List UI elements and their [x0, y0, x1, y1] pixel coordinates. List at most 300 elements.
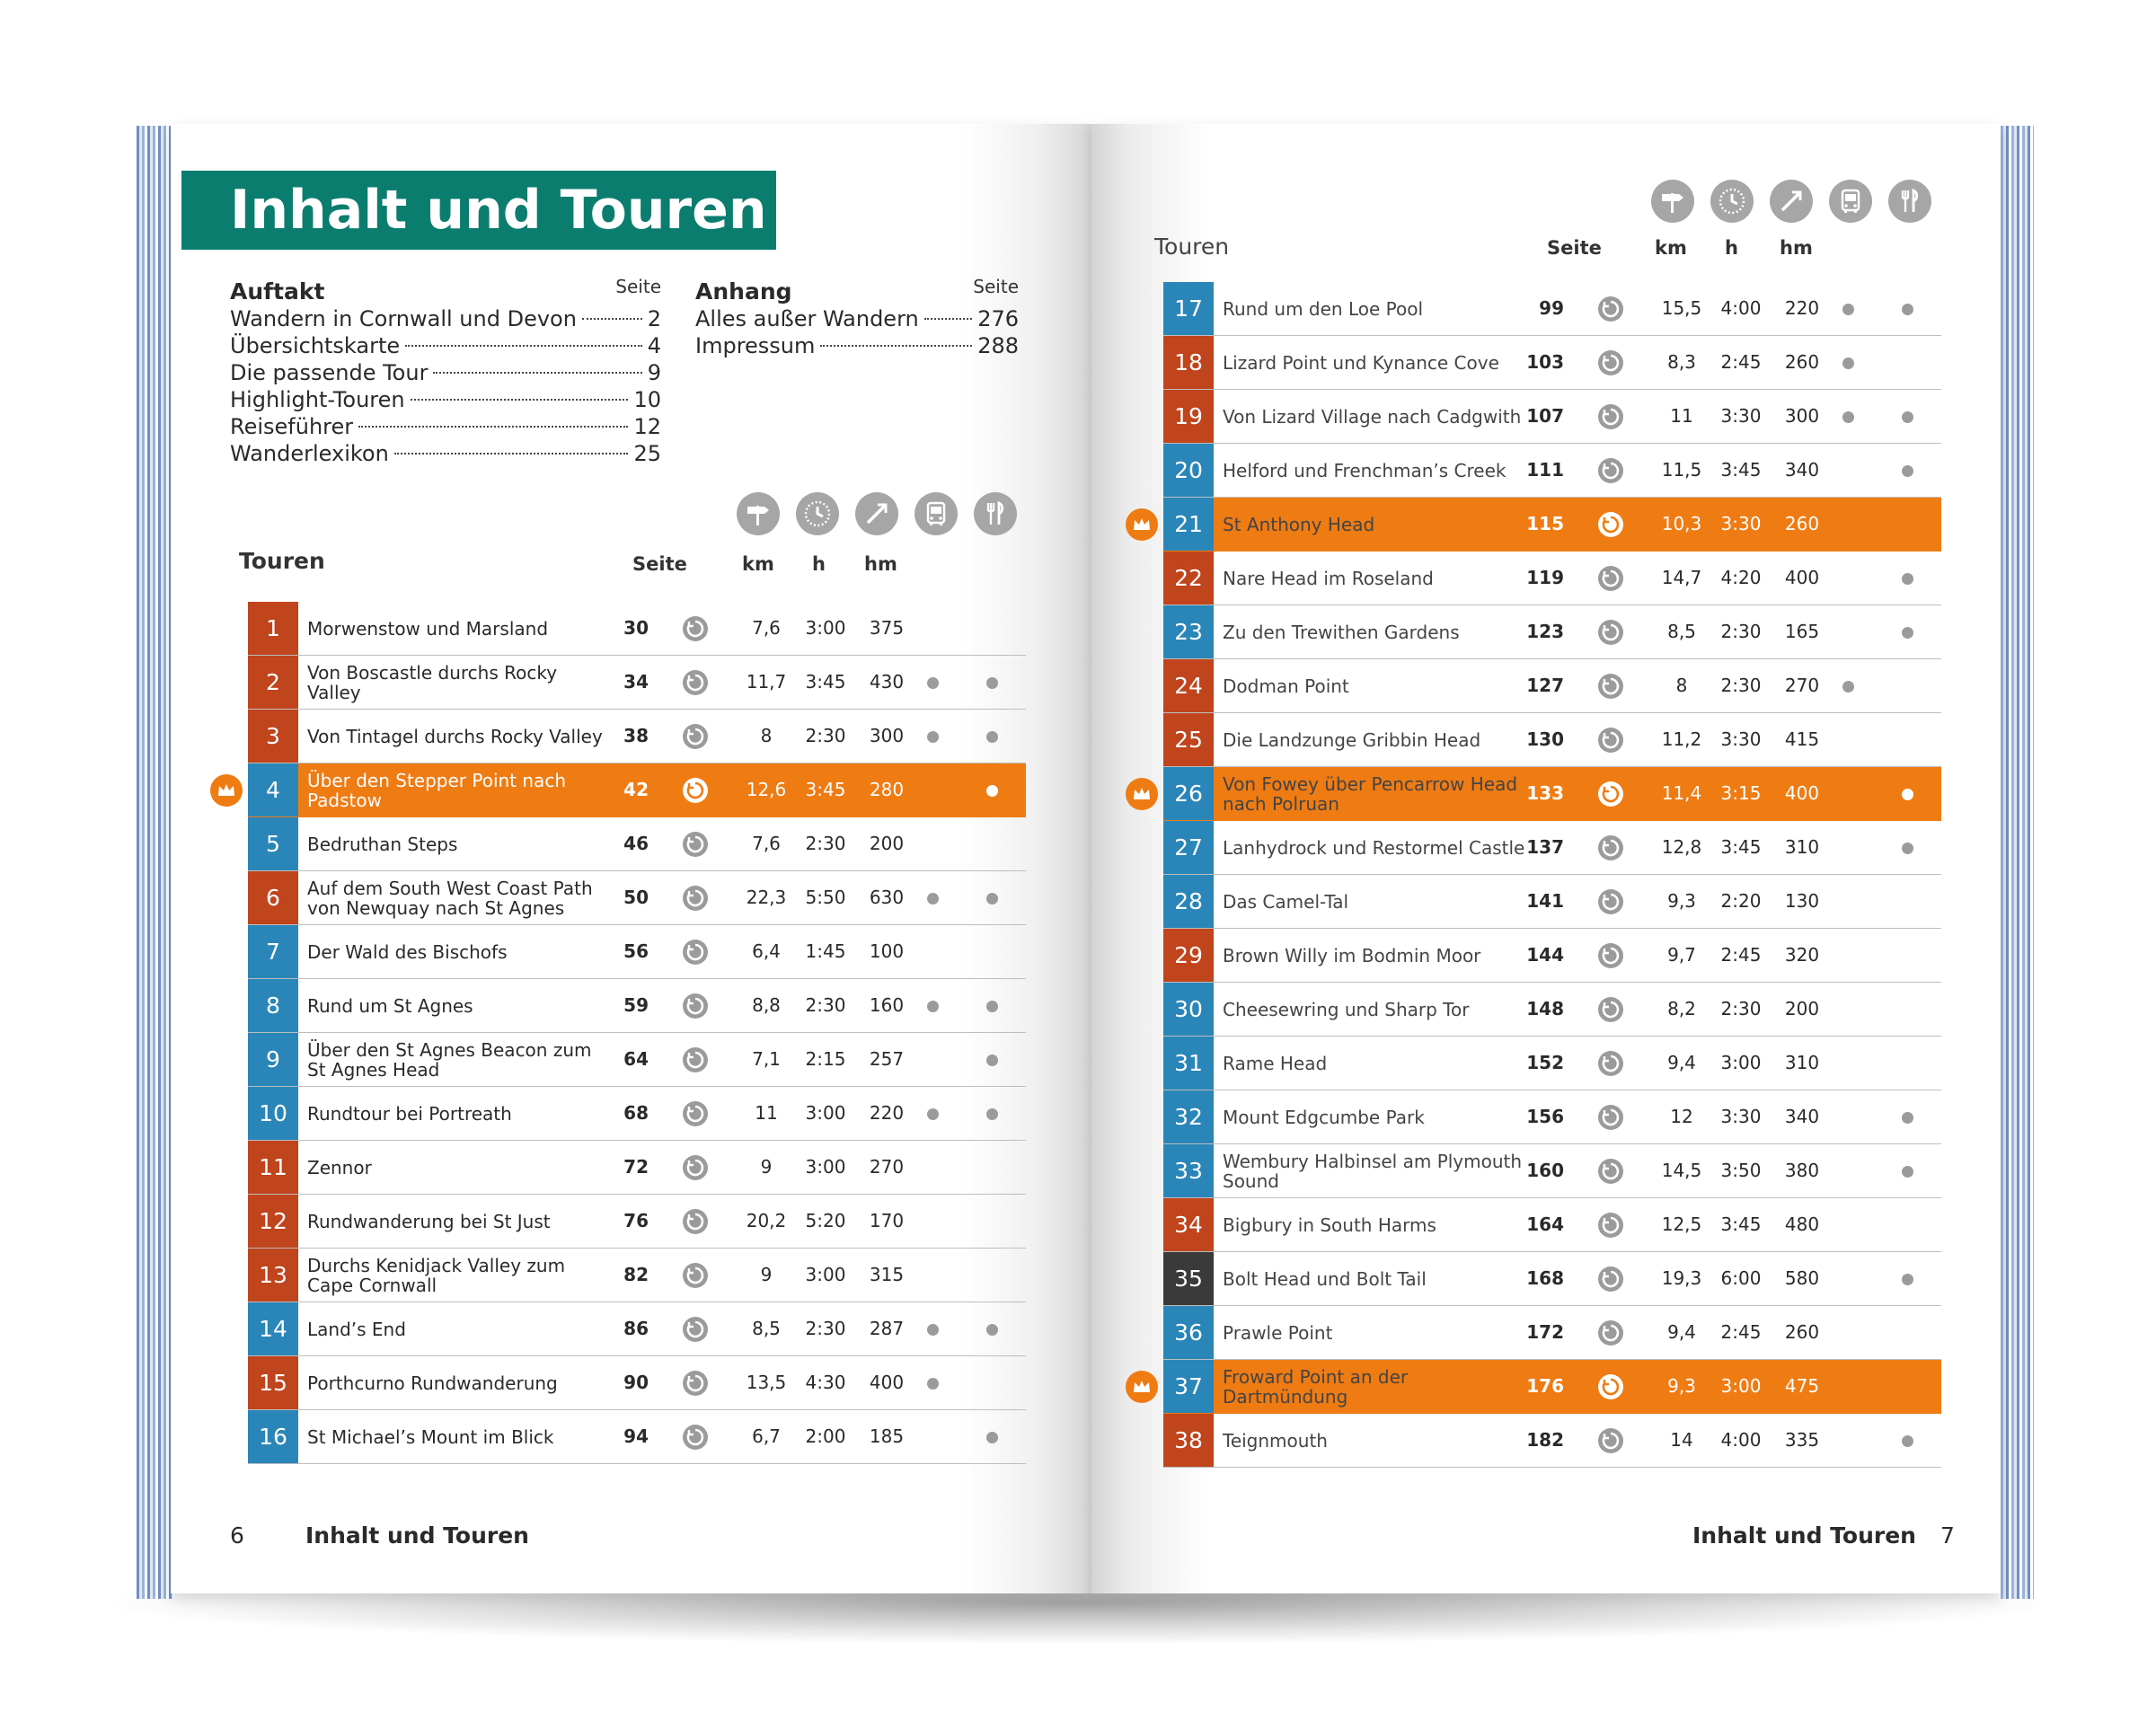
touren-label-right: Touren [1154, 234, 1230, 260]
tour-row[interactable] [248, 763, 1026, 817]
tour-name: Mount Edgcumbe Park [1223, 1106, 1425, 1128]
tour-km: 22,3 [746, 887, 787, 908]
highlight-crown-icon [1126, 1371, 1158, 1403]
tour-ascent: 257 [869, 1048, 905, 1070]
page-title-banner: Inhalt und Touren [181, 171, 776, 250]
leader-dots [394, 453, 629, 454]
tour-ascent: 415 [1784, 728, 1820, 750]
index-entry-label: Reiseführer [230, 414, 354, 439]
tour-name: Dodman Point [1223, 675, 1349, 697]
difficulty-icon [1598, 781, 1623, 807]
leader-dots [924, 318, 972, 320]
col-seite-left: Seite [632, 553, 687, 575]
tour-ascent: 580 [1784, 1267, 1820, 1289]
tour-name: Zennor [307, 1156, 372, 1178]
tour-ascent: 335 [1784, 1429, 1820, 1451]
col-km-left: km [742, 553, 774, 575]
page-number-left: 6 [230, 1522, 244, 1549]
tour-km: 10,3 [1661, 513, 1702, 534]
tour-number: 7 [248, 925, 298, 978]
tour-name: Die Landzunge Gribbin Head [1223, 728, 1481, 751]
difficulty-icon [1598, 1320, 1623, 1346]
tour-hours: 3:45 [1720, 836, 1762, 858]
tour-row[interactable] [1163, 1144, 1941, 1198]
difficulty-icon [1598, 1266, 1623, 1292]
difficulty-icon [683, 1371, 708, 1396]
tour-page: 137 [1526, 836, 1564, 858]
tour-name: Rund um den Loe Pool [1223, 297, 1424, 320]
tour-ascent: 170 [869, 1210, 905, 1231]
tour-row[interactable] [1163, 498, 1941, 552]
anhang-entry [695, 332, 1019, 359]
tour-row[interactable] [248, 1195, 1026, 1249]
tour-hours: 3:00 [1720, 1375, 1762, 1397]
difficulty-icon [1598, 404, 1623, 429]
tour-km: 9,4 [1667, 1052, 1696, 1073]
tour-number: 31 [1163, 1037, 1214, 1090]
tour-row[interactable] [1163, 821, 1941, 875]
tour-ascent: 300 [1784, 405, 1820, 427]
tour-page: 119 [1526, 567, 1564, 588]
tour-table-right [1163, 282, 1941, 1468]
tour-number: 18 [1163, 336, 1214, 389]
tour-hours: 3:15 [1720, 782, 1762, 804]
tour-row[interactable] [1163, 875, 1941, 929]
tour-hours: 3:45 [1720, 459, 1762, 481]
tour-hours: 3:50 [1720, 1160, 1762, 1181]
tour-hours: 2:30 [805, 725, 846, 746]
difficulty-icon [683, 1263, 708, 1288]
food-dot [986, 731, 998, 743]
tour-hours: 3:45 [1720, 1213, 1762, 1235]
difficulty-icon [1598, 1374, 1623, 1399]
tour-ascent: 400 [1784, 782, 1820, 804]
column-icons-left [737, 492, 1017, 535]
auftakt-index [230, 278, 661, 467]
tour-row[interactable] [1163, 552, 1941, 605]
signpost-icon [1651, 180, 1694, 223]
tour-page: 144 [1526, 944, 1564, 966]
tour-name: Brown Willy im Bodmin Moor [1223, 944, 1481, 966]
tour-page: 130 [1526, 728, 1564, 750]
tour-row[interactable] [248, 871, 1026, 925]
tour-page: 82 [623, 1264, 649, 1285]
ascent-icon [1770, 180, 1813, 223]
food-dot [1902, 465, 1913, 477]
tour-km: 19,3 [1661, 1267, 1702, 1289]
bus-dot [927, 1324, 939, 1336]
tour-name: Lanhydrock und Restormel Castle [1223, 836, 1525, 859]
tour-km: 9,7 [1667, 944, 1696, 966]
bus-dot [927, 893, 939, 905]
tour-hours: 2:45 [1720, 944, 1762, 966]
tour-name: Rundwanderung bei St Just [307, 1210, 551, 1232]
tour-km: 8 [760, 725, 773, 746]
tour-number: 4 [248, 763, 298, 816]
tour-ascent: 260 [1784, 513, 1820, 534]
food-dot [1902, 627, 1913, 639]
tour-number: 12 [248, 1195, 298, 1248]
tour-row[interactable] [1163, 282, 1941, 336]
tour-number: 14 [248, 1302, 298, 1355]
tour-ascent: 320 [1784, 944, 1820, 966]
tour-ascent: 340 [1784, 1106, 1820, 1127]
tour-km: 8,8 [752, 994, 781, 1016]
tour-ascent: 287 [869, 1318, 905, 1339]
tour-row[interactable] [248, 656, 1026, 710]
auftakt-title: Auftakt [230, 278, 325, 304]
tour-row[interactable] [248, 979, 1026, 1033]
tour-page: 133 [1526, 782, 1564, 804]
tour-hours: 2:30 [805, 994, 846, 1016]
tour-row[interactable] [1163, 1414, 1941, 1468]
leader-dots [433, 372, 641, 374]
tour-row[interactable] [1163, 1252, 1941, 1306]
food-dot [986, 1324, 998, 1336]
food-dot [1902, 1435, 1913, 1447]
leader-dots [411, 399, 629, 401]
tour-row[interactable] [248, 1302, 1026, 1356]
index-entry-label: Wandern in Cornwall und Devon [230, 306, 577, 331]
tour-page: 59 [623, 994, 649, 1016]
col-h-right: h [1725, 237, 1738, 259]
difficulty-icon [683, 1155, 708, 1180]
touren-label-left: Touren [239, 548, 325, 574]
leader-dots [582, 318, 642, 320]
auftakt-entry [230, 413, 661, 440]
tour-page: 176 [1526, 1375, 1564, 1397]
tour-page: 115 [1526, 513, 1564, 534]
tour-km: 14,5 [1661, 1160, 1702, 1181]
tour-number: 2 [248, 656, 298, 709]
tour-page: 76 [623, 1210, 649, 1231]
tour-number: 21 [1163, 498, 1214, 551]
tour-page: 34 [623, 671, 649, 693]
index-entry-label: Wanderlexikon [230, 441, 389, 466]
tour-name: Froward Point an der Dartmündung [1223, 1365, 1409, 1408]
tour-ascent: 270 [1784, 675, 1820, 696]
tour-hours: 2:15 [805, 1048, 846, 1070]
difficulty-icon [1598, 350, 1623, 375]
col-hm-right: hm [1780, 237, 1813, 259]
tour-row[interactable] [1163, 1198, 1941, 1252]
tour-km: 7,6 [752, 617, 781, 639]
tour-km: 14,7 [1661, 567, 1702, 588]
tour-km: 12,6 [746, 779, 787, 800]
food-dot [986, 677, 998, 689]
tour-km: 7,1 [752, 1048, 781, 1070]
tour-name: St Michael’s Mount im Blick [307, 1425, 554, 1448]
index-entry-label: Highlight-Touren [230, 387, 405, 412]
tour-km: 8,5 [1667, 621, 1696, 642]
food-dot [986, 1055, 998, 1066]
highlight-crown-icon [210, 774, 243, 807]
tour-ascent: 310 [1784, 1052, 1820, 1073]
tour-number: 26 [1163, 767, 1214, 820]
tour-hours: 3:30 [1720, 405, 1762, 427]
tour-row[interactable] [1163, 713, 1941, 767]
tour-name: Von Fowey über Pencarrow Head nach Polruan [1223, 772, 1518, 815]
tour-name: Lizard Point und Kynance Cove [1223, 351, 1499, 374]
difficulty-icon [1598, 1428, 1623, 1453]
tour-page: 141 [1526, 890, 1564, 912]
food-dot [1902, 1112, 1913, 1124]
tour-number: 17 [1163, 282, 1214, 335]
tour-row[interactable] [248, 817, 1026, 871]
difficulty-icon [1598, 620, 1623, 645]
tour-ascent: 165 [1784, 621, 1820, 642]
tour-km: 14 [1670, 1429, 1693, 1451]
tour-page: 127 [1526, 675, 1564, 696]
tour-hours: 3:00 [1720, 1052, 1762, 1073]
tour-row[interactable] [1163, 336, 1941, 390]
index-entry-label: Übersichtskarte [230, 333, 401, 358]
tour-km: 9,3 [1667, 890, 1696, 912]
bus-dot [927, 731, 939, 743]
tour-ascent: 430 [869, 671, 905, 693]
tour-number: 34 [1163, 1198, 1214, 1251]
page-edges-right [1998, 126, 2034, 1599]
index-entry-page: 25 [633, 441, 661, 466]
tour-name: Auf dem South West Coast Path von Newquay nach St Agnes [307, 877, 593, 919]
tour-name: Der Wald des Bischofs [307, 940, 508, 963]
tour-ascent: 130 [1784, 890, 1820, 912]
tour-page: 50 [623, 887, 649, 908]
tour-ascent: 200 [1784, 998, 1820, 1019]
highlight-crown-icon [1126, 778, 1158, 810]
tour-km: 11,7 [746, 671, 787, 693]
tour-row[interactable] [248, 1087, 1026, 1141]
signpost-icon [737, 492, 780, 535]
tour-name: Nare Head im Roseland [1223, 567, 1434, 589]
food-dot [1902, 789, 1913, 800]
tour-hours: 3:30 [1720, 728, 1762, 750]
tour-km: 7,6 [752, 833, 781, 854]
food-dot [1902, 411, 1913, 423]
tour-page: 164 [1526, 1213, 1564, 1235]
tour-ascent: 260 [1784, 1321, 1820, 1343]
tour-name: Zu den Trewithen Gardens [1223, 621, 1460, 643]
food-dot [986, 785, 998, 797]
tour-table-left [248, 602, 1026, 1464]
tour-hours: 3:30 [1720, 513, 1762, 534]
tour-page: 94 [623, 1425, 649, 1447]
tour-ascent: 380 [1784, 1160, 1820, 1181]
tour-number: 32 [1163, 1090, 1214, 1143]
tour-ascent: 280 [869, 779, 905, 800]
tour-number: 33 [1163, 1144, 1214, 1197]
tour-number: 11 [248, 1141, 298, 1194]
tour-number: 28 [1163, 875, 1214, 928]
tour-name: Rund um St Agnes [307, 994, 473, 1017]
tour-row[interactable] [1163, 390, 1941, 444]
difficulty-icon [683, 670, 708, 695]
tour-page: 56 [623, 940, 649, 962]
tour-hours: 2:45 [1720, 351, 1762, 373]
tour-page: 123 [1526, 621, 1564, 642]
tour-number: 13 [248, 1249, 298, 1302]
auftakt-entry [230, 305, 661, 332]
tour-name: Von Boscastle durchs Rocky Valley [307, 661, 558, 703]
bus-dot [1842, 357, 1854, 369]
tour-number: 16 [248, 1410, 298, 1463]
tour-page: 90 [623, 1372, 649, 1393]
tour-hours: 3:00 [805, 617, 846, 639]
tour-row[interactable] [248, 1033, 1026, 1087]
difficulty-icon [683, 778, 708, 803]
page-number-right: 7 [1940, 1522, 1955, 1549]
difficulty-icon [683, 1047, 708, 1072]
highlight-crown-icon [1126, 508, 1158, 541]
tour-number: 36 [1163, 1306, 1214, 1359]
tour-page: 182 [1526, 1429, 1564, 1451]
food-dot [986, 893, 998, 905]
tour-row[interactable] [1163, 1037, 1941, 1090]
tour-row[interactable] [248, 1249, 1026, 1302]
tour-ascent: 375 [869, 617, 905, 639]
tour-ascent: 480 [1784, 1213, 1820, 1235]
page-edges-left [137, 126, 172, 1599]
tour-hours: 3:45 [805, 779, 846, 800]
tour-hours: 5:50 [805, 887, 846, 908]
bus-dot [1842, 681, 1854, 693]
difficulty-icon [1598, 674, 1623, 699]
tour-km: 9,4 [1667, 1321, 1696, 1343]
tour-name: Teignmouth [1223, 1429, 1328, 1452]
tour-row[interactable] [248, 1141, 1026, 1195]
column-icons-right [1651, 180, 1931, 223]
difficulty-icon [1598, 296, 1623, 322]
tour-name: Cheesewring und Sharp Tor [1223, 998, 1470, 1020]
tour-page: 68 [623, 1102, 649, 1124]
tour-number: 25 [1163, 713, 1214, 766]
difficulty-icon [683, 993, 708, 1019]
tour-number: 6 [248, 871, 298, 924]
tour-hours: 4:00 [1720, 1429, 1762, 1451]
difficulty-icon [683, 886, 708, 911]
food-dot [1902, 1274, 1913, 1285]
tour-page: 72 [623, 1156, 649, 1178]
leader-dots [358, 426, 628, 428]
tour-number: 29 [1163, 929, 1214, 982]
anhang-index [695, 278, 1019, 359]
tour-row[interactable] [1163, 929, 1941, 983]
bus-dot [927, 1001, 939, 1012]
tour-row[interactable] [1163, 659, 1941, 713]
bus-dot [927, 1378, 939, 1390]
tour-page: 107 [1526, 405, 1564, 427]
tour-row[interactable] [248, 925, 1026, 979]
tour-km: 8,3 [1667, 351, 1696, 373]
tour-ascent: 400 [1784, 567, 1820, 588]
tour-name: Rame Head [1223, 1052, 1328, 1074]
tour-name: Porthcurno Rundwanderung [307, 1372, 558, 1394]
tour-hours: 2:20 [1720, 890, 1762, 912]
tour-row[interactable] [1163, 983, 1941, 1037]
index-entry-label: Alles außer Wandern [695, 306, 919, 331]
clock-icon [1710, 180, 1754, 223]
tour-number: 5 [248, 817, 298, 870]
tour-row[interactable] [248, 1410, 1026, 1464]
tour-ascent: 160 [869, 994, 905, 1016]
auftakt-entry [230, 386, 661, 413]
tour-row[interactable] [248, 710, 1026, 763]
tour-hours: 3:00 [805, 1102, 846, 1124]
tour-ascent: 300 [869, 725, 905, 746]
tour-km: 6,7 [752, 1425, 781, 1447]
difficulty-icon [1598, 835, 1623, 860]
auftakt-entry [230, 332, 661, 359]
tour-name: Bigbury in South Harms [1223, 1213, 1436, 1236]
difficulty-icon [1598, 889, 1623, 914]
tour-hours: 1:45 [805, 940, 846, 962]
food-dot [986, 1001, 998, 1012]
tour-hours: 2:30 [805, 833, 846, 854]
tour-page: 86 [623, 1318, 649, 1339]
food-dot [986, 1432, 998, 1443]
difficulty-icon [1598, 943, 1623, 968]
difficulty-icon [683, 616, 708, 641]
tour-row[interactable] [1163, 767, 1941, 821]
tour-hours: 5:20 [805, 1210, 846, 1231]
tour-number: 15 [248, 1356, 298, 1409]
tour-row[interactable] [1163, 1360, 1941, 1414]
tour-ascent: 315 [869, 1264, 905, 1285]
tour-name: Von Lizard Village nach Cadgwith [1223, 405, 1522, 428]
tour-number: 30 [1163, 983, 1214, 1036]
food-dot [986, 1108, 998, 1120]
tour-km: 12,5 [1661, 1213, 1702, 1235]
tour-page: 103 [1526, 351, 1564, 373]
tour-ascent: 630 [869, 887, 905, 908]
tour-number: 22 [1163, 552, 1214, 604]
difficulty-icon [1598, 1051, 1623, 1076]
tour-hours: 2:00 [805, 1425, 846, 1447]
tour-page: 64 [623, 1048, 649, 1070]
col-hm-left: hm [864, 553, 897, 575]
tour-row[interactable] [1163, 1090, 1941, 1144]
ascent-icon [855, 492, 898, 535]
tour-name: Land’s End [307, 1318, 406, 1340]
difficulty-icon [683, 1425, 708, 1450]
tour-page: 152 [1526, 1052, 1564, 1073]
tour-row[interactable] [1163, 444, 1941, 498]
tour-row[interactable] [1163, 605, 1941, 659]
col-h-left: h [812, 553, 826, 575]
tour-number: 35 [1163, 1252, 1214, 1305]
right-page [1091, 124, 2001, 1593]
tour-row[interactable] [248, 1356, 1026, 1410]
bus-dot [927, 677, 939, 689]
col-seite-right: Seite [1547, 237, 1602, 259]
tour-number: 3 [248, 710, 298, 763]
tour-page: 42 [623, 779, 649, 800]
tour-km: 8 [1675, 675, 1688, 696]
tour-km: 13,5 [746, 1372, 787, 1393]
tour-hours: 6:00 [1720, 1267, 1762, 1289]
tour-name: St Anthony Head [1223, 513, 1375, 535]
tour-row[interactable] [1163, 1306, 1941, 1360]
tour-ascent: 185 [869, 1425, 905, 1447]
index-entry-label: Impressum [695, 333, 816, 358]
tour-km: 11,5 [1661, 459, 1702, 481]
difficulty-icon [683, 1317, 708, 1342]
tour-hours: 3:00 [805, 1156, 846, 1178]
tour-row[interactable] [248, 602, 1026, 656]
difficulty-icon [1598, 1213, 1623, 1238]
difficulty-icon [1598, 728, 1623, 753]
tour-hours: 2:30 [805, 1318, 846, 1339]
